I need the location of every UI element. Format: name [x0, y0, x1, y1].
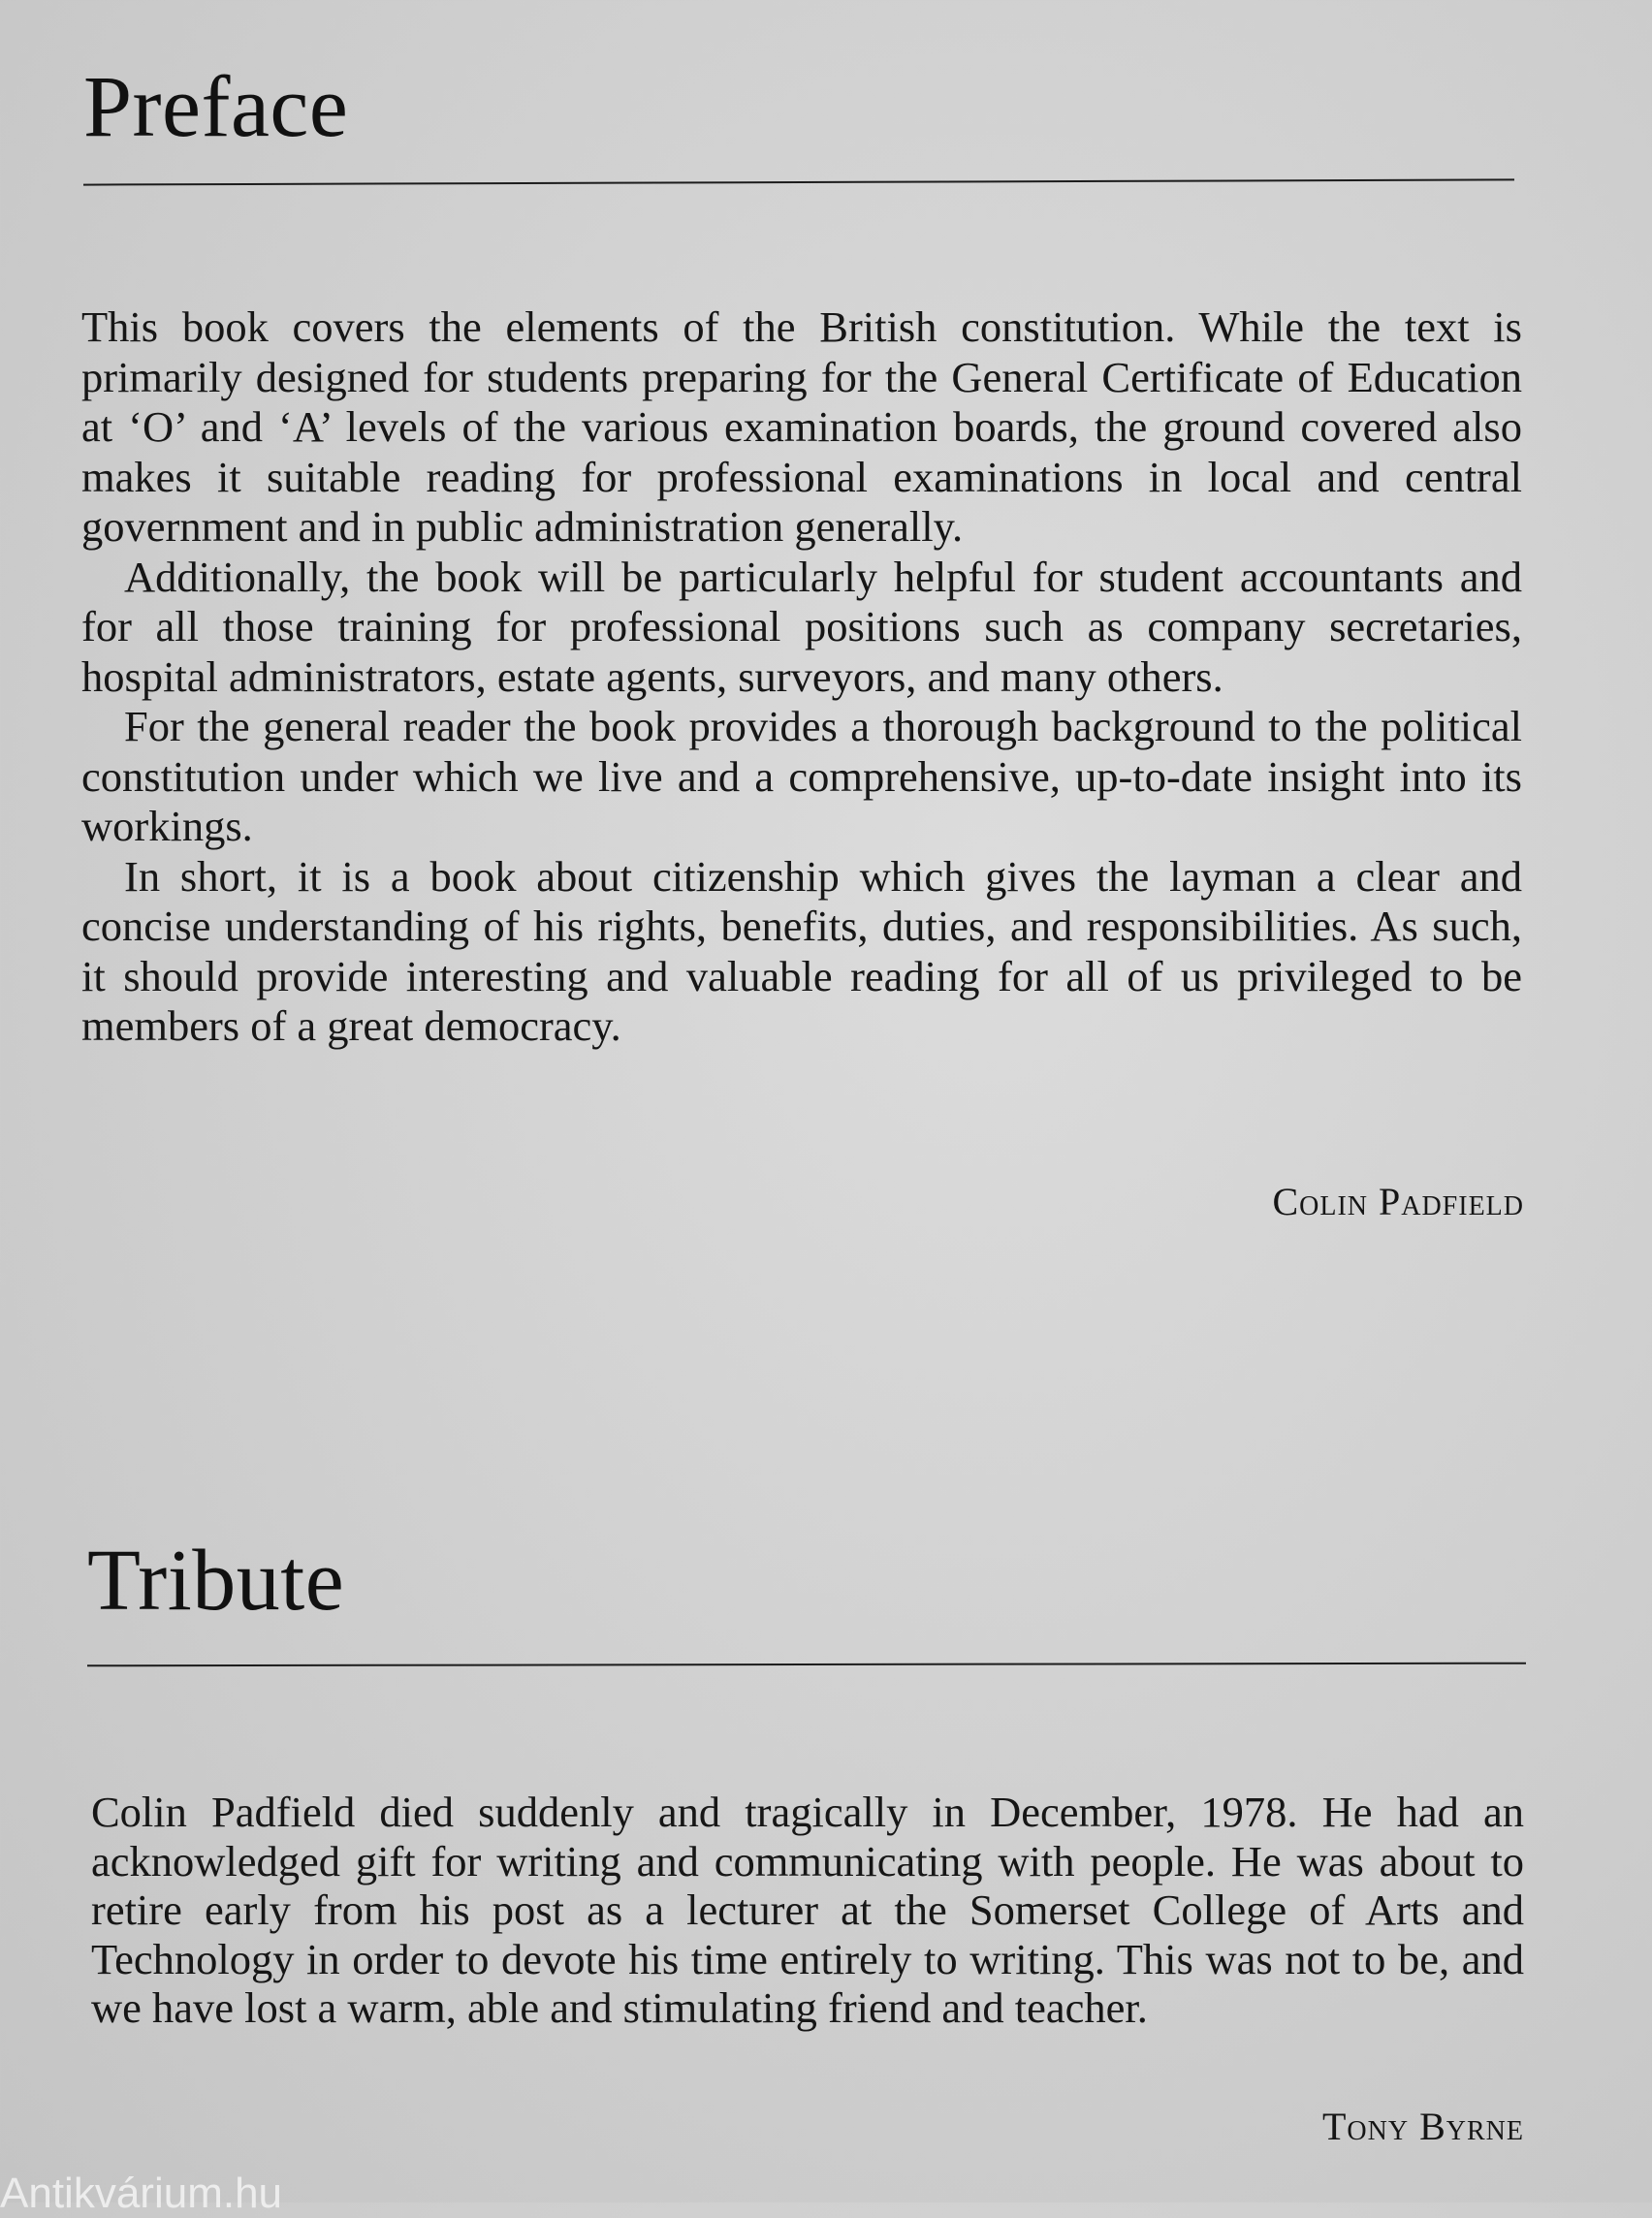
preface-signature: Colin Padfield — [1272, 1180, 1524, 1223]
tribute-body — [91, 1788, 1524, 2033]
preface-heading: Preface — [83, 59, 349, 155]
preface-paragraph: For the general reader the book provides a thorough background to the political constitution under which we live and a comprehensive, up-to-date insight into its workings. — [81, 702, 1522, 850]
tribute-signature: Tony Byrne — [1322, 2105, 1524, 2148]
preface-rule — [83, 178, 1514, 185]
tribute-rule — [87, 1663, 1526, 1667]
tribute-heading: Tribute — [87, 1533, 345, 1629]
tribute-paragraph: Colin Padfield died suddenly and tragically in December, 1978. He had an acknowledged gift for writing and communicating with people. He was about to retire early from his post as a lecturer at the Somerset College of Arts and Technology in order to devote his time entirely to writing. This was not to be, and we have lost a warm, able and stimulating friend and teacher. — [91, 1788, 1524, 2032]
preface-paragraph: Additionally, the book will be particularly helpful for student accountants and for all those training for professional positions such as company secretaries, hospital administrators, estate agents, surveyors, and many others. — [81, 552, 1522, 701]
preface-paragraph: This book covers the elements of the British constitution. While the text is primarily designed for students preparing for the General Certificate of Education at ‘O’ and ‘A’ levels of the various examination boards, the ground covered also makes it suitable reading for professional examinations in local and central government and in public administration generally. — [81, 302, 1522, 551]
preface-paragraph: In short, it is a book about citizenship which gives the layman a clear and concise understanding of his rights, benefits, duties, and responsibilities. As such, it should provide interesting and valuable reading for all of us privileged to be members of a great democracy. — [81, 851, 1522, 1050]
watermark: Antikvárium.hu — [0, 2170, 283, 2217]
preface-body — [81, 302, 1522, 1052]
